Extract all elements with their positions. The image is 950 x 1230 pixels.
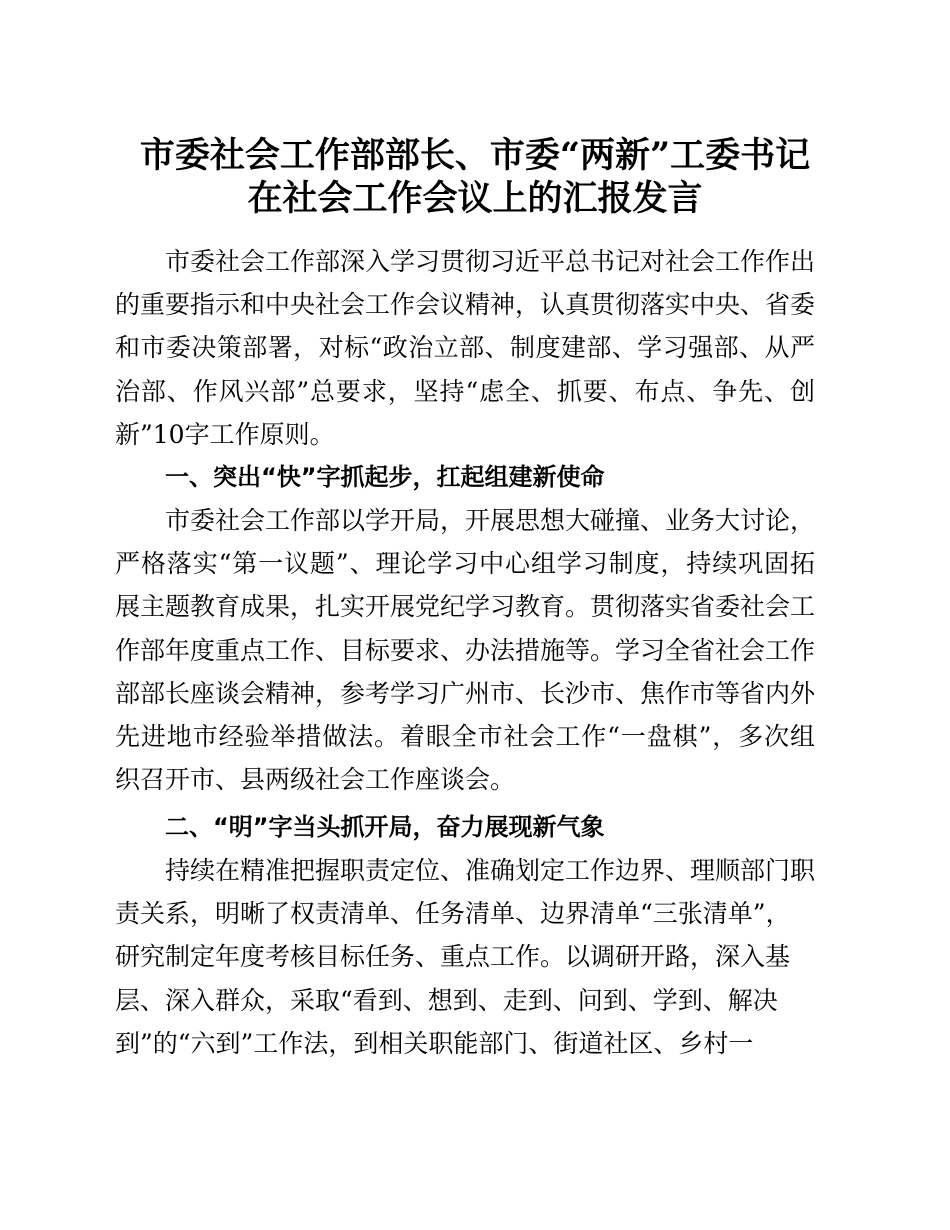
section-1-heading: 一、突出“快”字抓起步，扛起组建新使命 [165, 463, 605, 491]
section-2-line: 层、深入群众，采取“看到、想到、走到、问到、学到、解决 [115, 985, 778, 1015]
document-title-line-1: 市委社会工作部部长、市委“两新”工委书记 [139, 135, 811, 176]
section-2-line: 研究制定年度考核目标任务、重点工作。以调研开路，深入基 [115, 942, 791, 972]
section-1-paragraph: 市委社会工作部以学开局，开展思想大碰撞、业务大讨论，严格落实“第一议题”、理论学习中心组学习制度，持续巩固拓展主题教育成果，扎实开展党纪学习教育。贯彻落实省委社会工作部年度重点工作、目标要求、办法措施等。学习全省社会工作部部长座谈会精神，参考学习广州市、长沙市、焦作市等省内外先进地市经验举措做法。着眼全市社会工作“一盘棋”，多次组织召开市、县两级社会工作座谈会。 [115, 506, 816, 795]
section-2-line: 责关系，明晰了权责清单、任务清单、边界清单“三张清单”， [115, 899, 791, 929]
section-2-line: 到”的“六到”工作法，到相关职能部门、街道社区、乡村一 [115, 1028, 754, 1058]
section-2-paragraph [115, 849, 815, 1065]
section-2-heading: 二、“明”字当头抓开局，奋力展现新气象 [165, 813, 605, 841]
document-title-line-2: 在社会工作会议上的汇报发言 [247, 178, 703, 219]
intro-paragraph: 市委社会工作部深入学习贯彻习近平总书记对社会工作作出的重要指示和中央社会工作会议精神，认真贯彻落实中央、省委和市委决策部署，对标“政治立部、制度建部、学习强部、从严治部、作风兴部”总要求，坚持“虑全、抓要、布点、争先、创新”10字工作原则。 [115, 247, 816, 449]
section-2-line: 持续在精准把握职责定位、准确划定工作边界、理顺部门职 [165, 856, 816, 885]
